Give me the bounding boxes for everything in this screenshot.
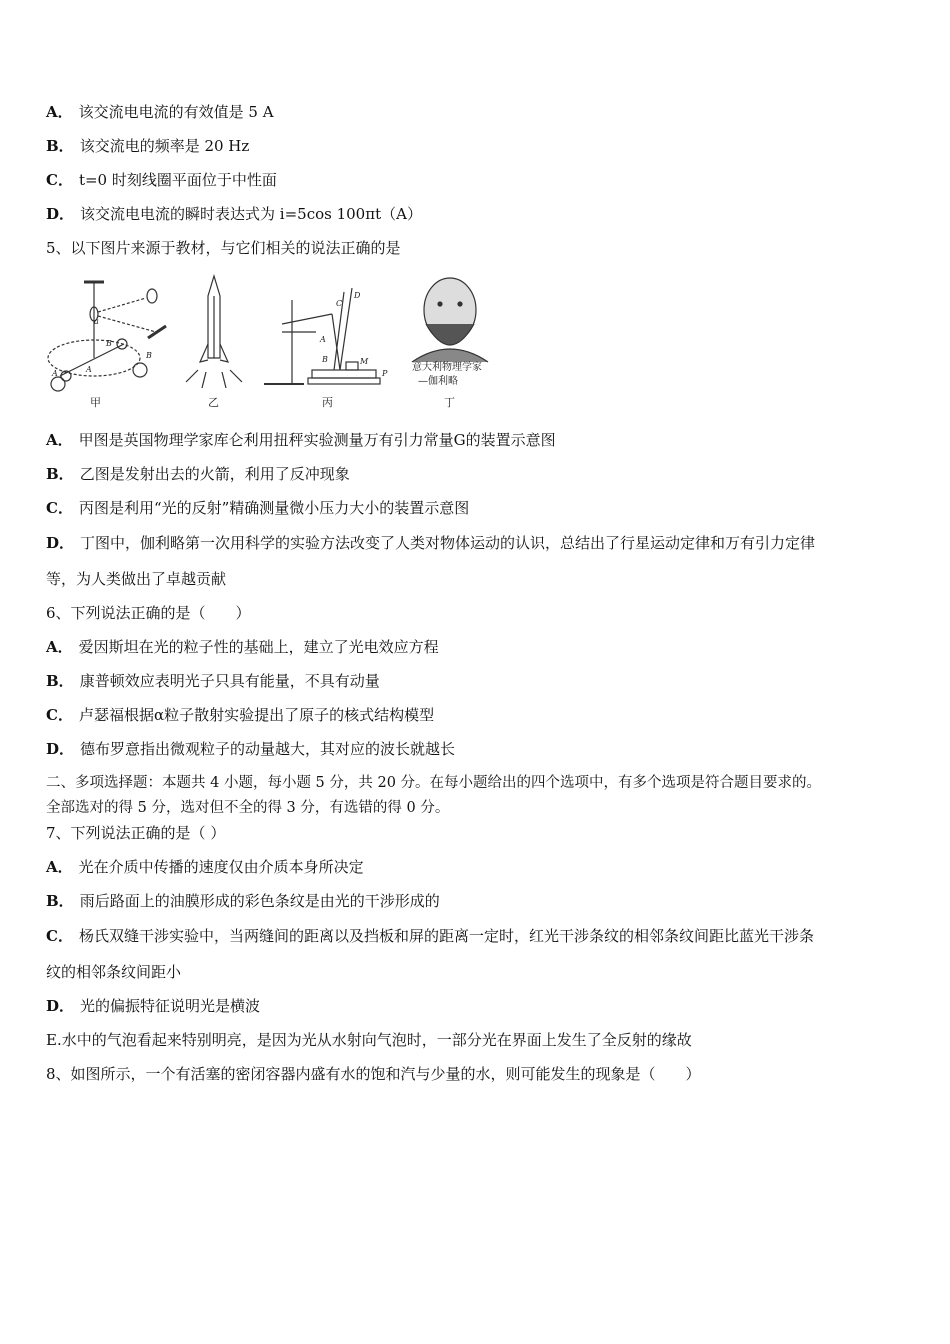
- q5-stem: 5、以下图片来源于教材，与它们相关的说法正确的是: [46, 239, 401, 257]
- caption-ding: 丁: [444, 396, 455, 409]
- q4-option-d: D． 该交流电电流的瞬时表达式为 i=5cos 100πt（A）: [46, 205, 422, 223]
- q4-option-a: A． 该交流电电流的有效值是 5 A: [46, 103, 274, 121]
- label-jia-b: B: [146, 351, 152, 360]
- label-bing-d: D: [354, 291, 361, 300]
- label-jia-b2: B: [106, 339, 112, 348]
- q7-option-e: E.水中的气泡看起来特别明亮，是因为光从水射向气泡时，一部分光在界面上发生了全反射的缘故: [46, 1031, 692, 1049]
- q5-option-a: A． 甲图是英国物理学家库仑利用扭秤实验测量万有引力常量G的装置示意图: [46, 431, 556, 449]
- q6-option-a: A． 爱因斯坦在光的粒子性的基础上，建立了光电效应方程: [46, 638, 439, 656]
- q7-option-c-continuation: 纹的相邻条纹间距小: [46, 963, 182, 981]
- section2-instructions-line1: 二、多项选择题：本题共 4 小题，每小题 5 分，共 20 分。在每小题给出的四个选项中，有多个选项是符合题目要求的。: [46, 775, 822, 791]
- caption-yi: 乙: [208, 396, 219, 409]
- q6-option-b: B． 康普顿效应表明光子只具有能量，不具有动量: [46, 672, 380, 690]
- q5-option-b: B． 乙图是发射出去的火箭，利用了反冲现象: [46, 465, 350, 483]
- q7-option-b: B． 雨后路面上的油膜形成的彩色条纹是由光的干涉形成的: [46, 892, 440, 910]
- q7-option-c: C． 杨氏双缝干涉实验中，当两缝间的距离以及挡板和屏的距离一定时，红光干涉条纹的相邻条纹间距比蓝光干涉条: [46, 927, 814, 945]
- label-bing-a: A: [320, 335, 326, 344]
- label-jia-a: A: [52, 369, 58, 378]
- label-bing-c: C: [336, 299, 343, 308]
- q7-option-d: D． 光的偏振特征说明光是横波: [46, 997, 261, 1015]
- q6-option-d: D． 德布罗意指出微观粒子的动量越大，其对应的波长就越长: [46, 740, 456, 758]
- q4-option-c: C． t=0 时刻线圈平面位于中性面: [46, 171, 277, 189]
- label-jia-a2: A: [86, 365, 92, 374]
- torsion-balance-diagram: [48, 282, 166, 391]
- rocket-diagram: [186, 276, 242, 388]
- q6-stem: 6、下列说法正确的是（ ）: [46, 604, 251, 622]
- q7-option-a: A． 光在介质中传播的速度仅由介质本身所决定: [46, 858, 364, 876]
- q4-option-b: B． 该交流电的频率是 20 Hz: [46, 137, 250, 155]
- q5-figure: [46, 266, 498, 412]
- label-jia-small-a: a: [94, 317, 99, 326]
- caption-bing: 丙: [322, 396, 333, 409]
- label-bing-m: M: [360, 357, 369, 366]
- q5-option-d: D． 丁图中，伽利略第一次用科学的实验方法改变了人类对物体运动的认识，总结出了行星运动定律和万有引力定律: [46, 534, 816, 552]
- q5-option-d-continuation: 等，为人类做出了卓越贡献: [46, 570, 227, 588]
- galileo-caption-line2: —伽利略: [418, 376, 458, 387]
- caption-jia: 甲: [90, 396, 101, 409]
- label-bing-b: B: [322, 355, 328, 364]
- label-bing-p: P: [382, 369, 388, 378]
- section2-instructions-line2: 全部选对的得 5 分，选对但不全的得 3 分，有选错的得 0 分。: [46, 800, 450, 816]
- q8-stem: 8、如图所示，一个有活塞的密闭容器内盛有水的饱和汽与少量的水，则可能发生的现象是（ ）: [46, 1065, 701, 1083]
- galileo-portrait: [412, 278, 488, 362]
- galileo-caption-line1: 意大利物理学家: [412, 362, 482, 373]
- q7-stem: 7、下列说法正确的是（ ）: [46, 824, 226, 842]
- q6-option-c: C． 卢瑟福根据α粒子散射实验提出了原子的核式结构模型: [46, 706, 435, 724]
- q5-option-c: C． 丙图是利用“光的反射”精确测量微小压力大小的装置示意图: [46, 499, 470, 517]
